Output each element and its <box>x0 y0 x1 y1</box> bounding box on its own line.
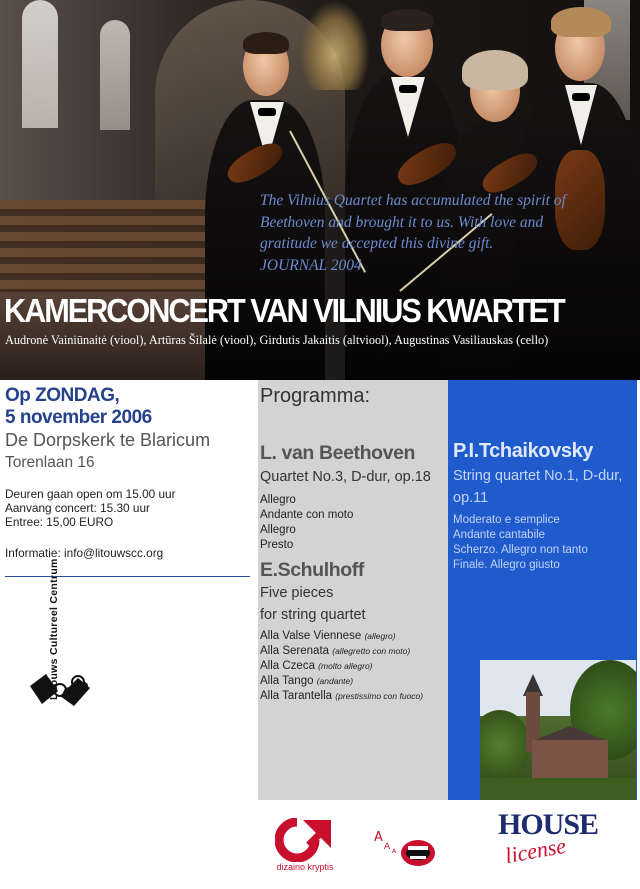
work-title: Five pieces <box>260 585 334 601</box>
logo-text: Litouws Cultureel Centrum <box>48 558 60 700</box>
movement: Finale. Allegro giusto <box>453 559 560 571</box>
movement: Alla Czeca (molto allegro) <box>260 660 373 672</box>
doors-open: Deuren gaan open om 15.00 uur <box>5 487 176 501</box>
programme-heading: Programma: <box>260 385 371 407</box>
divider <box>5 576 250 577</box>
movement: Moderato e semplice <box>453 514 560 526</box>
composer-beethoven: L. van Beethoven <box>260 442 416 464</box>
event-day: Op ZONDAG, <box>5 385 120 406</box>
dizaino-kryptis-label: dizaino kryptis <box>276 862 334 872</box>
movement: Allegro <box>260 524 296 536</box>
contact-email[interactable]: Informatie: info@litouwscc.org <box>5 546 164 560</box>
entry-fee: Entree: 15,00 EURO <box>5 515 114 529</box>
concert-title: KAMERCONCERT VAN VILNIUS KWARTET <box>4 292 564 329</box>
concert-start: Aanvang concert: 15.30 uur <box>5 501 150 515</box>
hero-photo <box>0 0 640 380</box>
event-address: Torenlaan 16 <box>5 454 95 471</box>
house-license-script: license <box>503 832 568 869</box>
quote-line: gratitude we accepted this divine gift. <box>260 235 494 252</box>
composer-schulhoff: E.Schulhoff <box>260 559 364 581</box>
dizaino-kryptis-logo <box>275 818 335 862</box>
movement: Alla Serenata (allegretto con moto) <box>260 645 411 657</box>
press-quote <box>260 190 620 276</box>
svg-text:A: A <box>392 848 397 855</box>
svg-text:A: A <box>374 830 383 845</box>
movement: Andante con moto <box>260 509 354 521</box>
svg-text:A: A <box>384 842 391 852</box>
church-photo <box>480 660 636 800</box>
work-title: for string quartet <box>260 607 366 623</box>
work-title: String quartet No.1, D-dur, <box>453 468 623 484</box>
event-venue: De Dorpskerk te Blaricum <box>5 430 211 450</box>
composer-tchaikovsky: P.I.Tchaikovsky <box>453 440 594 462</box>
event-details <box>0 380 255 800</box>
movement: Andante cantabile <box>453 529 546 541</box>
programme-panel <box>258 380 448 800</box>
house-license-logo: HOUSE <box>498 808 599 841</box>
quartet-members: Audronė Vainiūnaitė (viool), Artūras Šilalė (viool), Girdutis Jakaitis (altviool), Augustinas Vasiliauskas (cello) <box>5 333 549 347</box>
movement: Alla Valse Viennese (allegro) <box>260 630 396 642</box>
movement: Allegro <box>260 494 296 506</box>
church-window <box>22 0 58 128</box>
work-title: op.11 <box>453 490 489 506</box>
quote-line: Beethoven and brought it to us. With love and <box>260 213 544 231</box>
movement: Alla Tango (andante) <box>260 675 354 687</box>
movement: Alla Tarantella (prestissimo con fuoco) <box>260 690 424 702</box>
movement: Scherzo. Allegro non tanto <box>453 544 588 556</box>
quote-source: JOURNAL 2004 <box>260 256 362 274</box>
movement: Presto <box>260 539 294 551</box>
event-date: 5 november 2006 <box>5 407 152 428</box>
quote-line: The Vilnius Quartet has accumulated the spirit of <box>260 192 566 209</box>
work-title: Quartet No.3, D-dur, op.18 <box>260 469 431 485</box>
mouth-logo <box>372 825 438 871</box>
church-window <box>100 20 130 130</box>
litouws-cultureel-centrum-logo <box>30 596 120 746</box>
